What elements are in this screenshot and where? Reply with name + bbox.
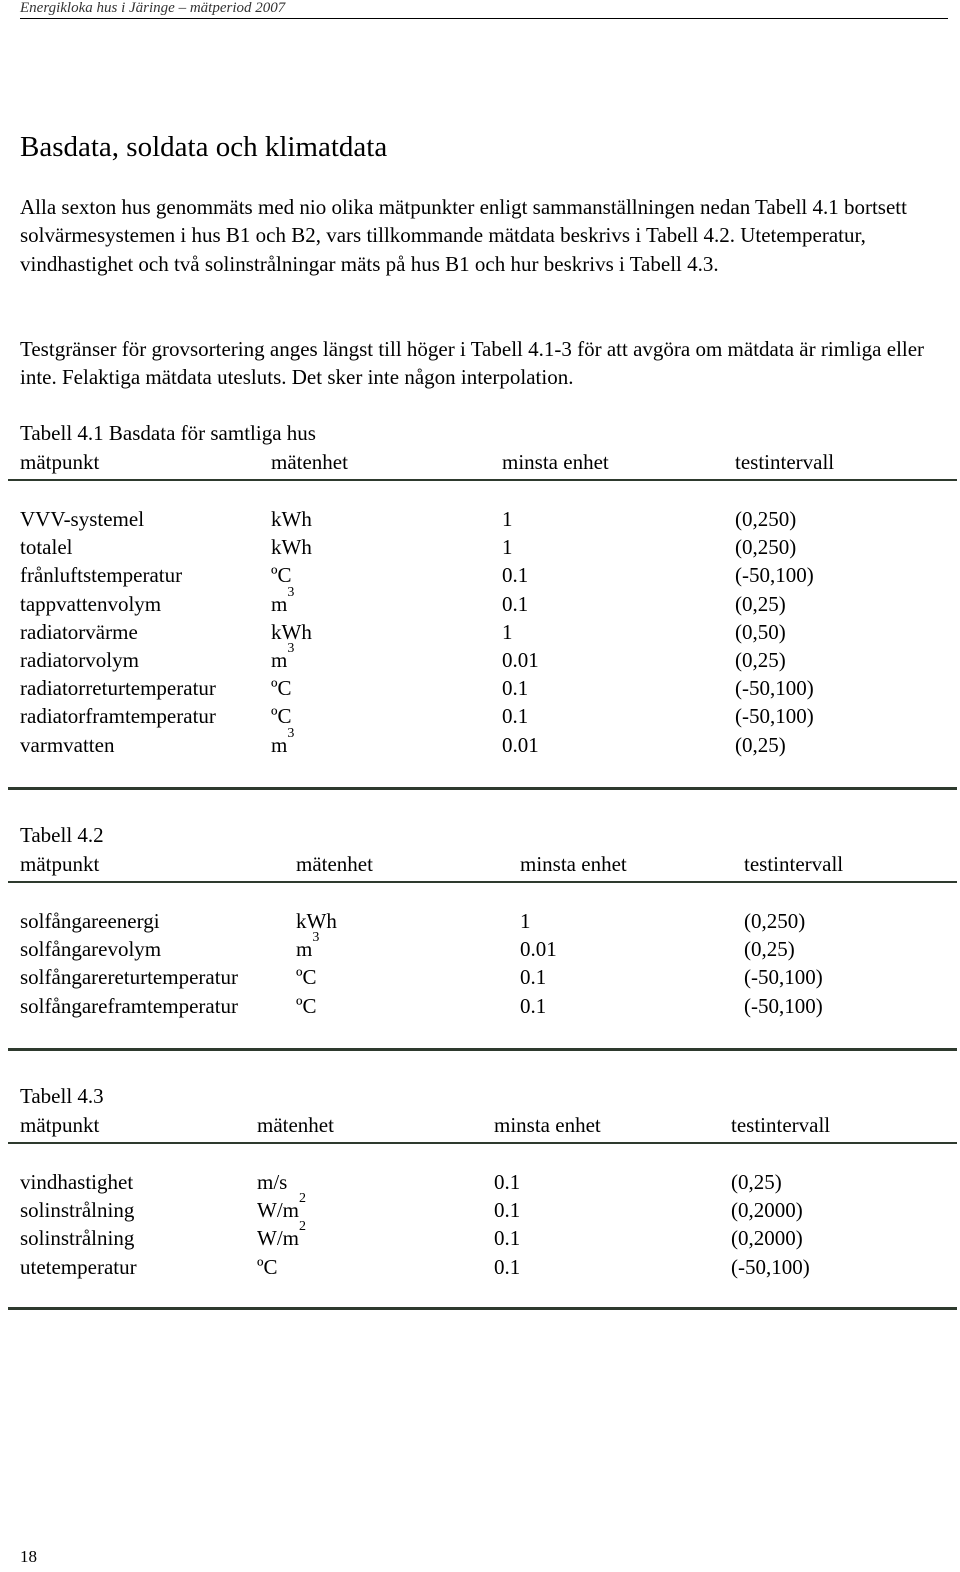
test-interval: (0,50) (735, 619, 786, 644)
measurement-point: varmvatten (20, 732, 115, 757)
measurement-point: radiatorreturtemperatur (20, 676, 216, 701)
table-bottom-rule (8, 787, 957, 790)
unit-base: kWh (296, 909, 337, 933)
unit-base: m/s (257, 1170, 288, 1194)
minimum-unit: 1 (502, 535, 513, 560)
measurement-unit (257, 1253, 278, 1281)
test-interval: (0,250) (735, 535, 797, 560)
measurement-unit (271, 674, 292, 702)
test-interval: (-50,100) (744, 993, 823, 1018)
measurement-point: solfångarevolym (20, 937, 162, 962)
unit-base: ºC (296, 993, 317, 1018)
test-interval: (-50,100) (735, 563, 814, 588)
table-row (8, 561, 957, 589)
measurement-unit (296, 963, 317, 991)
test-limits-paragraph: Testgränser för grovsortering anges längst till höger i Tabell 4.1-3 för att avgöra om mätdata är rimliga eller inte. Felaktiga mätdata utesluts. Det sker inte någon interpolation. (20, 337, 925, 390)
measurement-point: radiatorframtemperatur (20, 704, 216, 729)
measurement-unit (296, 992, 317, 1020)
test-interval: (0,25) (731, 1170, 782, 1194)
unit-base: ºC (257, 1254, 278, 1279)
minimum-unit: 1 (520, 909, 531, 933)
table-row (8, 907, 957, 935)
minimum-unit: 0.1 (494, 1254, 521, 1279)
minimum-unit: 0.01 (502, 732, 539, 757)
minimum-unit: 0.1 (494, 1170, 521, 1194)
minimum-unit: 0.1 (502, 591, 529, 616)
minimum-unit: 0.1 (520, 965, 547, 990)
minimum-unit: 1 (502, 619, 513, 644)
test-interval: (0,25) (735, 647, 786, 672)
unit-exponent: 3 (287, 640, 295, 656)
measurement-point: tappvattenvolym (20, 591, 162, 616)
column-header: mätenhet (296, 852, 373, 876)
page-number: 18 (20, 1547, 37, 1566)
measurement-point: solfångareframtemperatur (20, 993, 239, 1018)
table-row (8, 1219, 957, 1252)
measurement-point: solfångareenergi (20, 909, 160, 933)
unit-base: kWh (271, 507, 312, 531)
measurement-point: totalel (20, 535, 73, 560)
table-row (8, 1168, 957, 1196)
minimum-unit: 0.1 (502, 563, 529, 588)
column-header: minsta enhet (520, 852, 627, 876)
table-4-3 (8, 1111, 957, 1310)
test-interval: (0,250) (744, 909, 806, 933)
running-header (20, 0, 948, 19)
measurement-point: radiatorvärme (20, 619, 138, 644)
table-row (8, 674, 957, 702)
running-title: Energiklokа hus i Järinge – mätperiod 2007 (20, 0, 286, 16)
intro-paragraph: Alla sexton hus genommäts med nio olika mätpunkter enligt sammanställningen nedan Tabell 4.1 bortsett solvärmesystemen i hus B1 och B2, vars tillkommande mätdata beskrivs i Tabell 4.2. Utetemperatur, vindhastighet och två solinstrålningar mäts på hus B1 och hur beskrivs i Tabell 4.3. (20, 195, 907, 276)
measurement-point: radiatorvolym (20, 647, 139, 672)
measurement-unit (257, 1168, 287, 1196)
minimum-unit: 0.1 (502, 676, 529, 701)
table-row (8, 992, 957, 1020)
unit-base: ºC (296, 965, 317, 990)
column-header: mätpunkt (20, 450, 100, 474)
unit-exponent: 3 (312, 930, 320, 946)
measurement-unit (271, 584, 295, 618)
column-header: testintervall (735, 450, 835, 474)
table-header-row (8, 850, 957, 883)
test-interval: (-50,100) (735, 704, 814, 729)
table-row (8, 930, 957, 963)
measurement-unit (271, 725, 295, 759)
minimum-unit: 1 (502, 507, 513, 531)
column-header: mätenhet (271, 450, 348, 474)
table-4-1-caption: Tabell 4.1 Basdata för samtliga hus (20, 421, 316, 445)
measurement-unit (271, 505, 312, 533)
test-interval: (-50,100) (735, 676, 814, 701)
unit-base: ºC (271, 704, 292, 729)
table-bottom-rule (8, 1307, 957, 1310)
column-header: minsta enhet (494, 1113, 601, 1137)
measurement-point: vindhastighet (20, 1170, 134, 1194)
test-interval: (-50,100) (731, 1254, 810, 1279)
table-row (8, 505, 957, 533)
minimum-unit: 0.1 (494, 1226, 521, 1251)
unit-base: ºC (271, 676, 292, 701)
table-4-3-caption: Tabell 4.3 (20, 1084, 104, 1108)
column-header: mätpunkt (20, 852, 100, 876)
table-row (8, 963, 957, 991)
measurement-unit (271, 640, 295, 674)
test-interval: (0,250) (735, 507, 797, 531)
measurement-point: VVV-systemel (20, 507, 145, 531)
test-interval: (-50,100) (744, 965, 823, 990)
test-interval: (0,25) (744, 937, 795, 962)
measurement-point: frånluftstemperatur (20, 563, 183, 588)
measurement-unit (296, 930, 320, 963)
test-interval: (0,25) (735, 732, 786, 757)
minimum-unit: 0.1 (520, 993, 547, 1018)
column-header: testintervall (744, 852, 844, 876)
test-interval: (0,2000) (731, 1198, 803, 1223)
table-4-2 (8, 850, 957, 1051)
table-row (8, 640, 957, 674)
table-4-2-caption: Tabell 4.2 (20, 823, 104, 847)
table-row (8, 618, 957, 646)
unit-base: m (271, 647, 288, 672)
unit-base: W/m (257, 1198, 299, 1223)
column-header: mätpunkt (20, 1113, 100, 1137)
minimum-unit: 0.01 (520, 937, 557, 962)
table-bottom-rule (8, 1048, 957, 1051)
table-4-1 (8, 448, 957, 790)
minimum-unit: 0.1 (502, 704, 529, 729)
unit-base: kWh (271, 619, 312, 644)
table-row (8, 584, 957, 618)
measurement-unit (271, 533, 312, 561)
unit-base: m (271, 591, 288, 616)
table-header-row (8, 448, 957, 481)
unit-base: ºC (271, 563, 292, 588)
test-interval: (0,25) (735, 591, 786, 616)
test-interval: (0,2000) (731, 1226, 803, 1251)
table-row (8, 1191, 957, 1224)
unit-exponent: 2 (299, 1219, 306, 1235)
unit-exponent: 3 (287, 584, 295, 600)
unit-exponent: 2 (299, 1191, 306, 1207)
measurement-point: solfångarereturtemperatur (20, 965, 239, 990)
table-row (8, 725, 957, 759)
unit-exponent: 3 (287, 725, 295, 741)
unit-base: W/m (257, 1226, 299, 1251)
minimum-unit: 0.01 (502, 647, 539, 672)
measurement-point: utetemperatur (20, 1254, 137, 1279)
column-header: minsta enhet (502, 450, 609, 474)
measurement-point: solinstrålning (20, 1198, 135, 1223)
unit-base: m (271, 732, 288, 757)
column-header: testintervall (731, 1113, 831, 1137)
measurement-point: solinstrålning (20, 1226, 135, 1251)
measurement-unit (257, 1219, 306, 1252)
unit-base: kWh (271, 535, 312, 560)
table-row (8, 702, 957, 730)
table-row (8, 533, 957, 561)
section-title: Basdata, soldata och klimatdata (20, 131, 388, 163)
table-row (8, 1253, 957, 1281)
table-header-row (8, 1111, 957, 1144)
column-header: mätenhet (257, 1113, 334, 1137)
minimum-unit: 0.1 (494, 1198, 521, 1223)
unit-base: m (296, 937, 313, 962)
